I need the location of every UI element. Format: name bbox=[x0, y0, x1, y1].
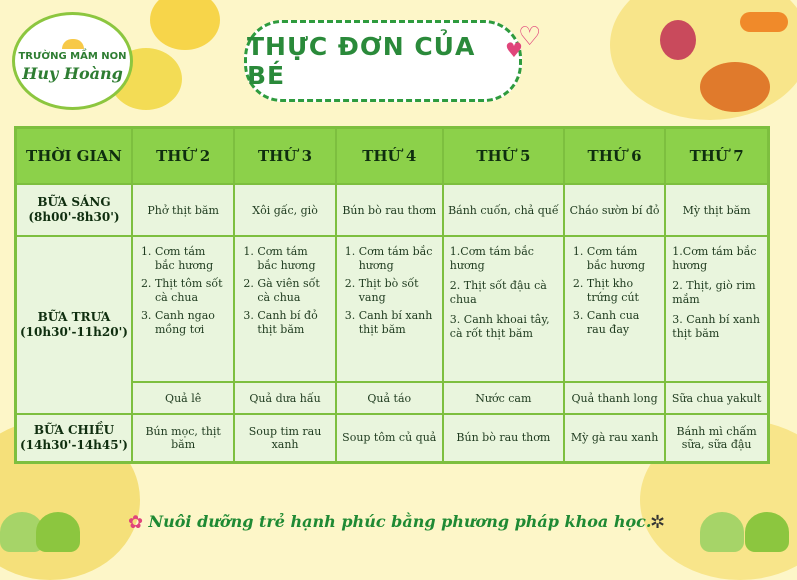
tree-decoration bbox=[700, 512, 744, 552]
chicken-decoration bbox=[700, 62, 770, 112]
lunch-dish: 2. Thịt sốt đậu cà chua bbox=[449, 279, 547, 306]
breakfast-item: Bánh cuốn, chả quế bbox=[443, 184, 564, 236]
lunch-dish: 1. Cơm tám bắc hương bbox=[587, 245, 658, 273]
breakfast-item: Mỳ thịt băm bbox=[665, 184, 768, 236]
afternoon-item: Mỳ gà rau xanh bbox=[564, 414, 665, 462]
day-header: THỨ 2 bbox=[132, 128, 234, 185]
menu-table bbox=[14, 126, 770, 464]
lemon-decoration bbox=[150, 0, 220, 50]
fruit-item: Quả dưa hấu bbox=[234, 382, 335, 414]
time-header: THỜI GIAN bbox=[16, 128, 132, 185]
sun-icon bbox=[62, 39, 84, 49]
breakfast-item: Xôi gấc, giò bbox=[234, 184, 335, 236]
afternoon-item: Bún mọc, thịt băm bbox=[132, 414, 234, 462]
title-banner bbox=[244, 20, 522, 102]
header-row bbox=[16, 128, 769, 185]
lunch-dish: 1.Cơm tám bắc hương bbox=[449, 245, 534, 272]
day-header: THỨ 5 bbox=[443, 128, 564, 185]
breakfast-item: Bún bò rau thơm bbox=[336, 184, 443, 236]
fruit-item: Quả táo bbox=[336, 382, 443, 414]
fruit-item: Sữa chua yakult bbox=[665, 382, 768, 414]
breakfast-item: Phở thịt băm bbox=[132, 184, 234, 236]
lunch-menu bbox=[234, 236, 335, 382]
school-logo bbox=[12, 12, 133, 110]
day-header: THỨ 4 bbox=[336, 128, 443, 185]
day-header: THỨ 3 bbox=[234, 128, 335, 185]
fruit-item: Nước cam bbox=[443, 382, 564, 414]
lunch-dish: 3. Canh cua rau đay bbox=[587, 309, 658, 337]
carrot-decoration bbox=[740, 12, 788, 32]
lunch-dish: 2. Thịt kho trứng cút bbox=[587, 277, 658, 305]
fruit-item: Quả lê bbox=[132, 382, 234, 414]
lunch-dish: 3. Canh khoai tây, cà rốt thịt băm bbox=[449, 313, 550, 340]
lunch-dish: 3. Canh ngao mồng tơi bbox=[155, 309, 227, 337]
lunch-menu bbox=[336, 236, 443, 382]
lunch-dish: 1. Cơm tám bắc hương bbox=[155, 245, 227, 273]
vegetable-decoration bbox=[660, 20, 696, 60]
breakfast-label: BỮA SÁNG (8h00'-8h30') bbox=[16, 184, 132, 236]
heart-icon: ♥ bbox=[505, 38, 523, 62]
day-header: THỨ 7 bbox=[665, 128, 768, 185]
fruit-item: Quả thanh long bbox=[564, 382, 665, 414]
heart-icon: ♡ bbox=[518, 22, 542, 52]
afternoon-row bbox=[16, 414, 769, 462]
lunch-menu bbox=[132, 236, 234, 382]
logo-school-line: TRƯỜNG MẦM NON bbox=[18, 51, 127, 62]
afternoon-label: BỮA CHIỀU (14h30'-14h45') bbox=[16, 414, 132, 462]
flower-icon: ✿ bbox=[128, 512, 144, 533]
lunch-dish: 1. Cơm tám bắc hương bbox=[257, 245, 328, 273]
day-header: THỨ 6 bbox=[564, 128, 665, 185]
lunch-menu bbox=[564, 236, 665, 382]
breakfast-item: Cháo sườn bí đỏ bbox=[564, 184, 665, 236]
sparkle-icon: ✲ bbox=[650, 512, 666, 533]
lunch-row bbox=[16, 236, 769, 382]
afternoon-item: Soup tôm củ quả bbox=[336, 414, 443, 462]
footer-slogan: Nuôi dưỡng trẻ hạnh phúc bằng phương pháp khoa học. bbox=[148, 512, 652, 531]
logo-school-name: Huy Hoàng bbox=[22, 64, 123, 83]
lunch-menu bbox=[665, 236, 768, 382]
breakfast-row bbox=[16, 184, 769, 236]
afternoon-item: Soup tim rau xanh bbox=[234, 414, 335, 462]
lunch-dish: 2. Thịt tôm sốt cà chua bbox=[155, 277, 227, 305]
lunch-menu bbox=[443, 236, 564, 382]
afternoon-item: Bánh mì chấm sữa, sữa đậu bbox=[665, 414, 768, 462]
lunch-dish: 3. Canh bí xanh thịt băm bbox=[672, 313, 760, 340]
lunch-dish: 3. Canh bí xanh thịt băm bbox=[359, 309, 436, 337]
lunch-dish: 1.Cơm tám bắc hương bbox=[672, 245, 757, 272]
lunch-dish: 2. Thịt bò sốt vang bbox=[359, 277, 436, 305]
lunch-dish: 2. Thịt, giò rim mắm bbox=[672, 279, 756, 306]
lunch-dish: 2. Gà viên sốt cà chua bbox=[257, 277, 328, 305]
page-title: THỰC ĐƠN CỦA BÉ bbox=[247, 32, 476, 90]
tree-decoration bbox=[36, 512, 80, 552]
lunch-dish: 1. Cơm tám bắc hương bbox=[359, 245, 436, 273]
lunch-dish: 3. Canh bí đỏ thịt băm bbox=[257, 309, 328, 337]
afternoon-item: Bún bò rau thơm bbox=[443, 414, 564, 462]
lunch-label: BỮA TRƯA (10h30'-11h20') bbox=[16, 236, 132, 414]
tree-decoration bbox=[745, 512, 789, 552]
